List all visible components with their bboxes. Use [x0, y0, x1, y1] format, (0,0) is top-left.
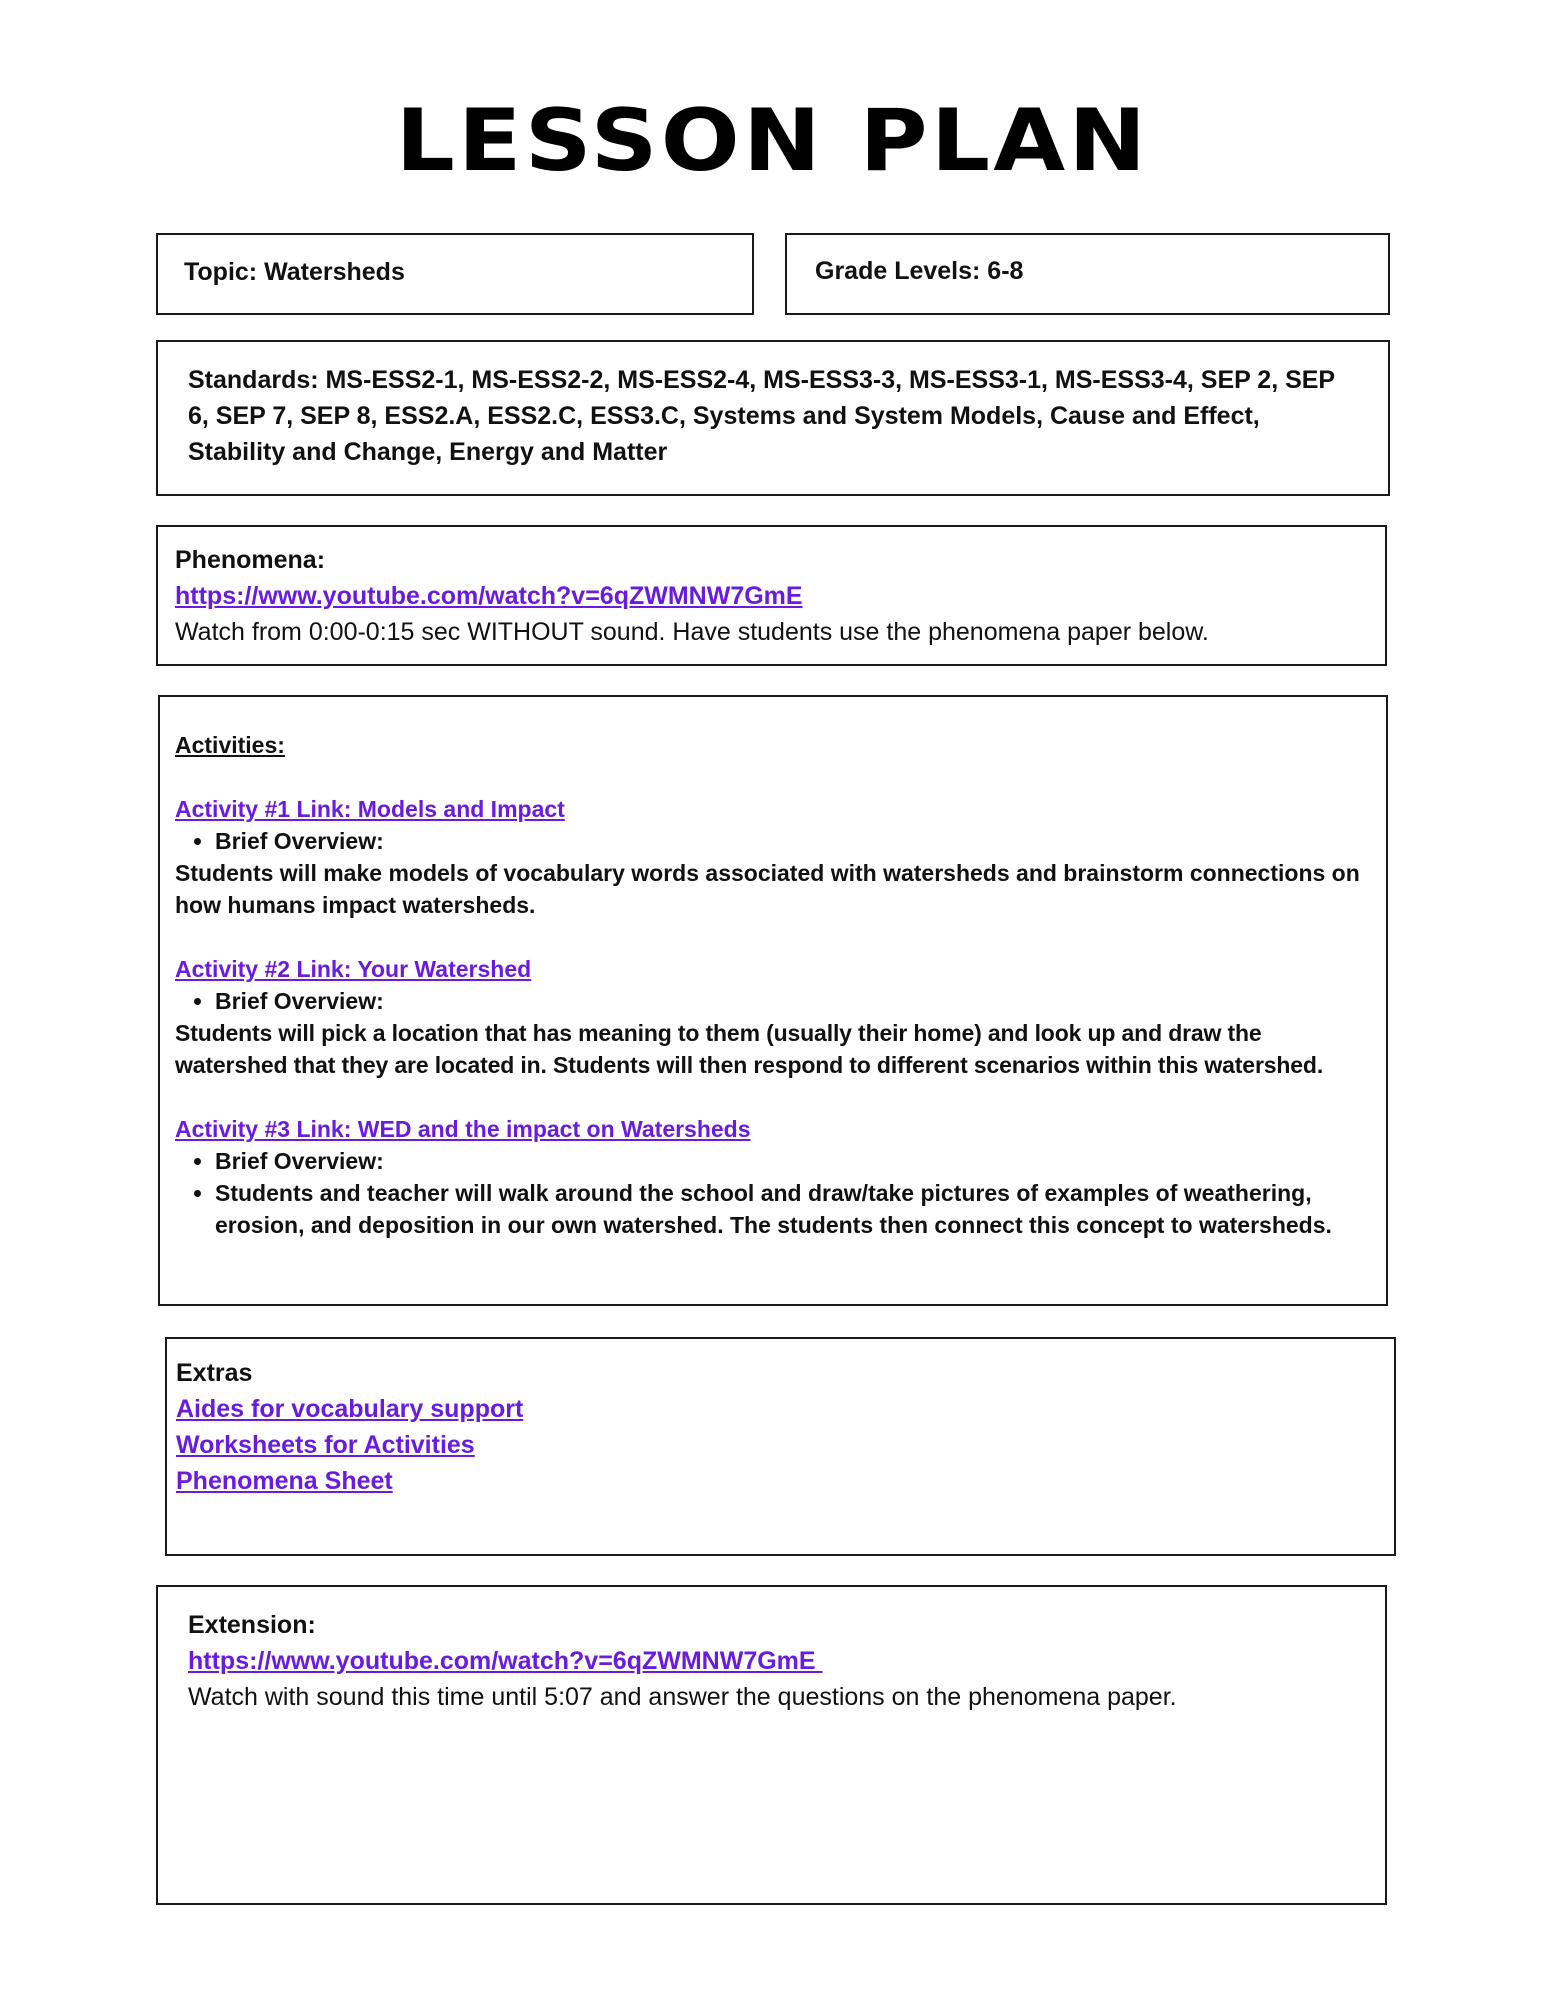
phenomena-label: Phenomena: — [175, 546, 326, 574]
activity-1-text: Students will make models of vocabulary words associated with watersheds and brainstorm connections on how humans impact watersheds. — [175, 860, 1360, 918]
phenomena-link[interactable]: https://www.youtube.com/watch?v=6qZWMNW7GmE — [175, 582, 803, 610]
standards-text: Standards: MS-ESS2-1, MS-ESS2-2, MS-ESS2-4, MS-ESS3-3, MS-ESS3-1, MS-ESS3-4, SEP 2, SEP 6, SEP 7, SEP 8, ESS2.A, ESS2.C, ESS3.C, Systems and System Models, Cause and Effect, Stability and Change, Energy and Matter — [188, 366, 1335, 466]
extras-link-vocabulary[interactable]: Aides for vocabulary support — [176, 1395, 524, 1423]
extras-link-phenomena-sheet[interactable]: Phenomena Sheet — [176, 1467, 393, 1495]
activity-1-link[interactable]: Activity #1 Link: Models and Impact — [175, 796, 565, 822]
activity-3-link[interactable]: Activity #3 Link: WED and the impact on Watersheds — [175, 1116, 751, 1142]
phenomena-instructions: Watch from 0:00-0:15 sec WITHOUT sound. Have students use the phenomena paper below. — [175, 618, 1209, 646]
topic-label: Topic: Watersheds — [184, 258, 405, 286]
standards-box — [156, 340, 1390, 496]
grade-label: Grade Levels: 6-8 — [815, 257, 1024, 285]
activity-2-link[interactable]: Activity #2 Link: Your Watershed — [175, 956, 532, 982]
extras-box — [165, 1337, 1396, 1556]
page-title: LESSON PLAN — [395, 91, 1150, 191]
activities-box — [158, 695, 1388, 1306]
phenomena-box — [156, 525, 1387, 666]
grade-box — [785, 233, 1390, 315]
extras-label: Extras — [176, 1359, 253, 1387]
activity-item — [175, 1113, 1375, 1241]
topic-box — [156, 233, 754, 315]
activity-1-bullet: • Brief Overview: — [215, 825, 1375, 857]
activities-heading: Activities: — [175, 732, 285, 758]
extension-instructions: Watch with sound this time until 5:07 and answer the questions on the phenomena paper. — [188, 1683, 1177, 1711]
extension-box — [156, 1585, 1387, 1905]
activity-3-bullet: • Brief Overview: — [215, 1145, 1375, 1177]
activity-2-text: Students will pick a location that has meaning to them (usually their home) and look up and draw the watershed that they are located in. Students will then respond to different scenarios within this watershed. — [175, 1020, 1324, 1078]
activity-3-text: • Students and teacher will walk around the school and draw/take pictures of examples of weathering, erosion, and deposition in our own watershed. The students then connect this concept to watersheds. — [215, 1177, 1375, 1241]
extension-link[interactable]: https://www.youtube.com/watch?v=6qZWMNW7GmE — [188, 1647, 823, 1675]
extras-link-worksheets[interactable]: Worksheets for Activities — [176, 1431, 475, 1459]
extension-label: Extension: — [188, 1611, 316, 1639]
activity-item — [175, 793, 1375, 921]
activity-item — [175, 953, 1375, 1081]
activity-2-bullet: • Brief Overview: — [215, 985, 1375, 1017]
